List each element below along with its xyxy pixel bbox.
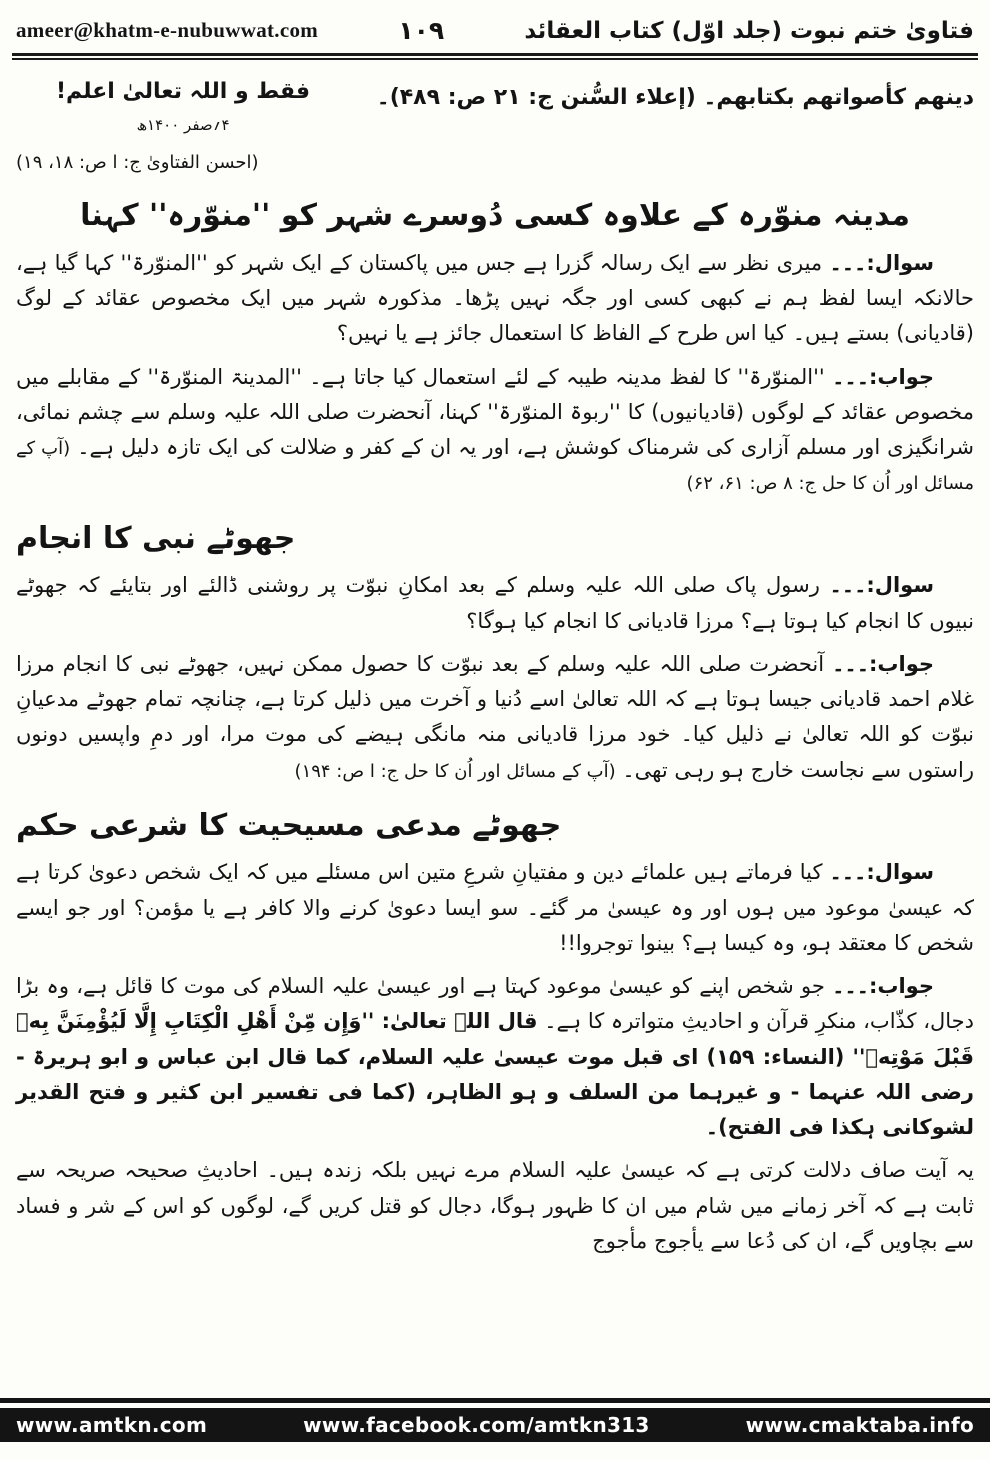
previous-answer-ending <box>16 74 974 138</box>
page-number: ۱۰۹ <box>398 16 445 45</box>
closing-note: فقط و اللہ تعالیٰ اعلم! <box>56 79 311 104</box>
page-body <box>0 60 990 1259</box>
answer-reference: (آپ کے مسائل اور اُن کا حل ج: ۸ ص: ۶۱، ۶۲) <box>16 438 974 495</box>
section-heading-false-messiah: جھوٹے مدعی مسیحیت کا شرعی حکم <box>16 807 562 843</box>
footer-url-facebook[interactable]: www.facebook.com/amtkn313 <box>303 1413 650 1437</box>
section-2-answer <box>16 647 974 788</box>
question-text: کیا فرماتے ہیں علمائے دین و مفتیانِ شرعِ متین اس مسئلے میں کہ ایک شخص دعویٰ کرتا ہے کہ عیسیٰ موعود میں ہوں اور وہ عیسیٰ مر گئے۔ سو ایسا دعویٰ کرنے والا کافر ہے یا مؤمن؟ اور جو ایسے شخص کا معتقد ہو، وہ کیسا ہے؟ بینوا توجروا!! <box>16 860 974 955</box>
answer-label: جواب:۔۔۔ <box>832 364 934 389</box>
arabic-citation-line: دینهم کأصواتهم بکتابهم۔ (إعلاء السُّنن ج: ۲۱ ص: ۴۸۹)۔ <box>376 85 974 110</box>
answer-text: جو شخص اپنے کو عیسیٰ موعود کہتا ہے اور عیسیٰ علیہ السلام کی موت کا قائل ہے، وہ بڑا دجال، کذّاب، منکرِ قرآن و احادیثِ متواترہ کا ہے۔ <box>16 974 974 1034</box>
section-1-answer <box>16 360 974 501</box>
footer-url-cmaktaba[interactable]: www.cmaktaba.info <box>745 1413 974 1437</box>
section-3-question <box>16 855 974 961</box>
section-1-question <box>16 246 974 352</box>
section-heading-munawwara: مدینہ منوّرہ کے علاوہ کسی دُوسرے شہر کو ''منوّرہ'' کہنا <box>80 198 910 234</box>
section-2-question <box>16 568 974 639</box>
answer-reference: (آپ کے مسائل اور اُن کا حل ج: ا ص: ۱۹۴) <box>294 760 616 782</box>
header-divider <box>12 53 978 60</box>
question-label: سوال:۔۔۔ <box>829 250 934 275</box>
page-footer <box>0 1398 990 1442</box>
closing-paragraph: یہ آیت صاف دلالت کرتی ہے کہ عیسیٰ علیہ السلام مرے نہیں بلکہ زندہ ہیں۔ احادیثِ صحیحہ صریحہ سے ثابت ہے کہ آخر زمانے میں شام میں ان کا ظہور ہوگا، دجال کو قتل کریں گے، لوگوں کو اس کے شر و فساد سے بچاویں گے، ان کی دُعا سے یأجوج مأجوج <box>16 1158 974 1253</box>
page-header <box>0 0 990 53</box>
footer-url-amtkn[interactable]: www.amtkn.com <box>16 1413 208 1437</box>
question-label: سوال:۔۔۔ <box>829 860 934 885</box>
previous-fatwa-reference: (احسن الفتاویٰ ج: ا ص: ۱۸، ۱۹) <box>16 152 259 174</box>
answer-label: جواب:۔۔۔ <box>832 651 934 676</box>
footer-divider <box>0 1398 990 1403</box>
closing-date: ۴؍صفر ۱۴۰۰ھ <box>136 115 230 134</box>
header-email[interactable]: ameer@khatm-e-nubuwwat.com <box>16 18 319 42</box>
closing-column <box>16 74 310 138</box>
question-label: سوال:۔۔۔ <box>829 573 935 598</box>
question-text: میری نظر سے ایک رسالہ گزرا ہے جس میں پاکستان کے ایک شہر کو ''المنوّرۃ'' کہا گیا ہے، حالانکہ ایسا لفظ ہم نے کبھی کسی اور جگہ نہیں پڑھا۔ مذکورہ شہر میں ایک مخصوص عقائد کے لوگ (قادیانی) بستے ہیں۔ کیا اس طرح کے الفاظ کا استعمال جائز ہے یا نہیں؟ <box>16 250 974 346</box>
answer-text: آنحضرت صلی اللہ علیہ وسلم کے بعد نبوّت کا حصول ممکن نہیں، جھوٹے نبی کا انجام مرزا غلام احمد قادیانی جیسا ہوتا ہے کہ اللہ تعالیٰ اسے دُنیا و آخرت میں ذلیل کرتا ہے، چنانچہ تمام جھوٹے مدعیانِ نبوّت کو اللہ تعالیٰ نے ذلیل کیا۔ خود مرزا قادیانی منہ مانگی ہیضے کی موت مرا، اور دمِ واپسیں دونوں راستوں سے نجاست خارج ہو رہی تھی۔ <box>16 651 974 782</box>
question-text: رسول پاک صلی اللہ علیہ وسلم کے بعد امکانِ نبوّت پر روشنی ڈالئے اور بتایئے کہ جھوٹے نبیوں کا انجام کیا ہوتا ہے؟ مرزا قادیانی کا انجام کیا ہوگا؟ <box>16 573 974 633</box>
quran-quote: قال اللہ تعالیٰ: ''وَإِن مِّنْ أَهْلِ الْكِتَابِ إِلَّا لَيُؤْمِنَنَّ بِهٖ قَبْلَ مَوْتِهٖ'' (النساء: ۱۵۹) ای قبل موت عیسیٰ علیہ السلام، کما قال ابن عباس و ابو ہریرۃ - رضی اللہ عنہما - و غیرہما من السلف و ہو الظاہر، (کما فی تفسیر ابن کثیر و فتح القدیر لشوکانی ہکذا فی الفتح)۔ <box>16 1009 975 1140</box>
answer-text: ''المنوّرۃ'' کا لفظ مدینہ طیبہ کے لئے استعمال کیا جاتا ہے۔ ''المدینۃ المنوّرۃ'' کے مقابلے میں مخصوص عقائد کے لوگوں (قادیانیوں) کا ''ربوۃ المنوّرۃ'' کہنا، آنحضرت صلی اللہ علیہ وسلم سے چشم نمائی، شرانگیزی اور مسلم آزاری کی شرمناک کوشش ہے، اور یہ ان کے کفر و ضلالت کی ایک تازہ دلیل ہے۔ <box>16 364 974 460</box>
answer-label: جواب:۔۔۔ <box>832 974 934 999</box>
footer-bar <box>0 1408 990 1442</box>
book-title: فتاویٰ ختم نبوت (جلد اوّل) کتاب العقائد <box>524 17 974 44</box>
section-heading-false-prophet: جھوٹے نبی کا انجام <box>16 520 296 556</box>
section-3-answer <box>16 969 974 1145</box>
